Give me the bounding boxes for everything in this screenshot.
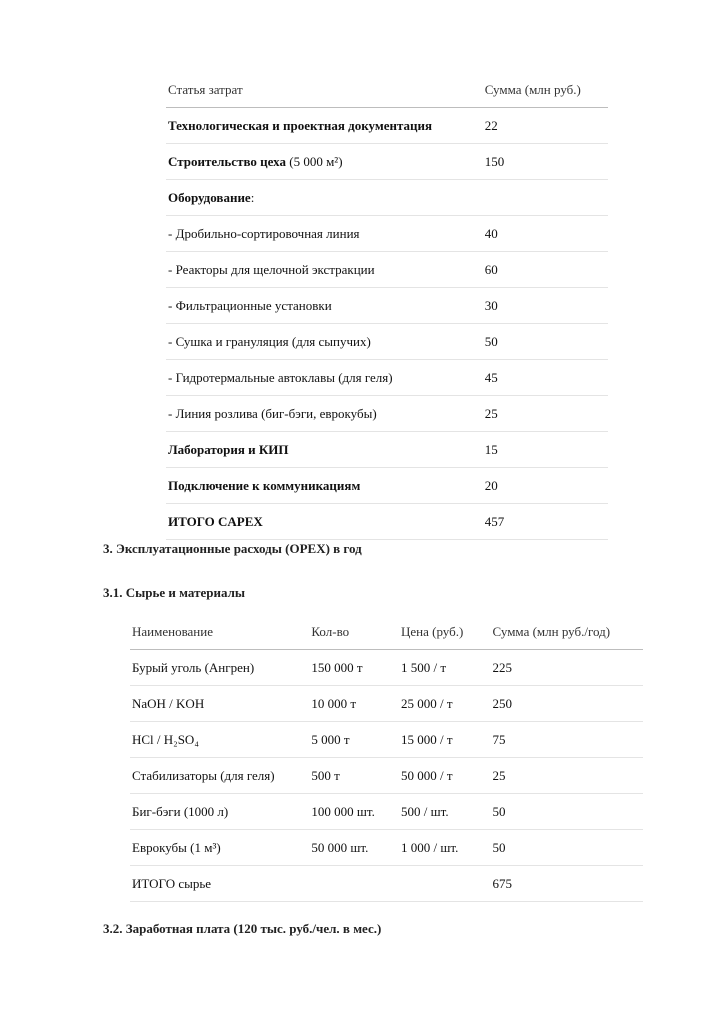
materials-sum-cell: 75 xyxy=(491,722,643,758)
capex-row xyxy=(166,468,608,504)
capex-item-cell xyxy=(166,288,483,324)
capex-item-label: ИТОГО CAPEX xyxy=(168,513,263,529)
materials-qty-cell: 50 000 шт. xyxy=(309,830,399,866)
materials-row xyxy=(130,866,643,902)
materials-qty-cell: 150 000 т xyxy=(309,650,399,686)
capex-item-cell xyxy=(166,108,483,144)
capex-item-suffix: : xyxy=(250,189,255,205)
capex-item-label: Оборудование xyxy=(168,189,251,205)
materials-header-qty: Кол-во xyxy=(309,614,399,650)
materials-qty-cell: 500 т xyxy=(309,758,399,794)
capex-item-label: - Реакторы для щелочной экстракции xyxy=(168,261,375,277)
capex-item-suffix: (5 000 м²) xyxy=(285,153,343,169)
capex-value-cell: 457 xyxy=(483,504,608,540)
capex-value-cell: 45 xyxy=(483,360,608,396)
capex-item-cell xyxy=(166,468,483,504)
section-salary-heading: 3.2. Заработная плата (120 тыс. руб./чел. в мес.) xyxy=(103,921,382,936)
capex-row xyxy=(166,396,608,432)
capex-value-cell: 25 xyxy=(483,396,608,432)
materials-header-price: Цена (руб.) xyxy=(399,614,491,650)
materials-sum-cell: 675 xyxy=(491,866,643,902)
capex-value-cell: 22 xyxy=(483,108,608,144)
materials-sum-cell: 50 xyxy=(491,830,643,866)
capex-value-cell xyxy=(483,180,608,216)
capex-item-cell xyxy=(166,252,483,288)
section-materials-heading: 3.1. Сырье и материалы xyxy=(103,585,246,600)
materials-price-cell: 25 000 / т xyxy=(399,686,491,722)
materials-row xyxy=(130,686,643,722)
materials-row xyxy=(130,722,643,758)
capex-row xyxy=(166,324,608,360)
capex-value-cell: 60 xyxy=(483,252,608,288)
capex-value-cell: 20 xyxy=(483,468,608,504)
capex-row xyxy=(166,360,608,396)
materials-name-cell: NaOH / KOH xyxy=(130,686,309,722)
capex-row xyxy=(166,432,608,468)
capex-row xyxy=(166,144,608,180)
capex-value-cell: 150 xyxy=(483,144,608,180)
capex-row xyxy=(166,504,608,540)
capex-row xyxy=(166,180,608,216)
materials-price-cell: 1 000 / шт. xyxy=(399,830,491,866)
materials-price-cell: 500 / шт. xyxy=(399,794,491,830)
capex-item-cell xyxy=(166,324,483,360)
materials-header-name: Наименование xyxy=(130,614,309,650)
materials-header-row xyxy=(130,614,643,650)
materials-name-cell: ИТОГО сырье xyxy=(130,866,309,902)
capex-item-cell xyxy=(166,432,483,468)
materials-sum-cell: 50 xyxy=(491,794,643,830)
section-opex-heading: 3. Эксплуатационные расходы (OPEX) в год xyxy=(103,541,362,556)
capex-item-cell xyxy=(166,180,483,216)
materials-sum-cell: 25 xyxy=(491,758,643,794)
materials-name-cell: Биг-бэги (1000 л) xyxy=(130,794,309,830)
capex-value-cell: 30 xyxy=(483,288,608,324)
materials-sum-cell: 225 xyxy=(491,650,643,686)
capex-item-label: - Линия розлива (биг-бэги, еврокубы) xyxy=(168,405,377,421)
capex-item-label: - Сушка и грануляция (для сыпучих) xyxy=(168,333,371,349)
capex-value-cell: 40 xyxy=(483,216,608,252)
materials-price-cell: 15 000 / т xyxy=(399,722,491,758)
capex-value-cell: 50 xyxy=(483,324,608,360)
materials-row xyxy=(130,758,643,794)
capex-body xyxy=(166,108,608,540)
materials-row xyxy=(130,794,643,830)
capex-row xyxy=(166,108,608,144)
materials-body xyxy=(130,650,643,902)
capex-table xyxy=(166,72,608,540)
capex-item-label: - Дробильно-сортировочная линия xyxy=(168,225,360,241)
materials-sum-cell: 250 xyxy=(491,686,643,722)
capex-item-label: - Фильтрационные установки xyxy=(168,297,332,313)
materials-price-cell xyxy=(399,866,491,902)
capex-item-label: Строительство цеха xyxy=(168,153,286,169)
capex-item-label: Технологическая и проектная документация xyxy=(168,117,433,133)
capex-item-label: Подключение к коммуникациям xyxy=(168,477,361,493)
capex-item-cell xyxy=(166,216,483,252)
materials-qty-cell: 10 000 т xyxy=(309,686,399,722)
materials-qty-cell: 100 000 шт. xyxy=(309,794,399,830)
capex-header-row xyxy=(166,72,608,108)
capex-item-cell xyxy=(166,396,483,432)
materials-name-cell: HCl / H₂SO₄ xyxy=(130,722,309,758)
capex-row xyxy=(166,216,608,252)
capex-item-cell xyxy=(166,504,483,540)
materials-row xyxy=(130,830,643,866)
capex-row xyxy=(166,252,608,288)
capex-item-label: Лаборатория и КИП xyxy=(168,441,289,457)
materials-price-cell: 50 000 / т xyxy=(399,758,491,794)
capex-header-item: Статья затрат xyxy=(166,72,483,108)
materials-name-cell: Стабилизаторы (для геля) xyxy=(130,758,309,794)
capex-item-cell xyxy=(166,360,483,396)
materials-qty-cell: 5 000 т xyxy=(309,722,399,758)
capex-value-cell: 15 xyxy=(483,432,608,468)
capex-item-label: - Гидротермальные автоклавы (для геля) xyxy=(168,369,393,385)
materials-name-cell: Бурый уголь (Ангрен) xyxy=(130,650,309,686)
capex-row xyxy=(166,288,608,324)
materials-header-sum: Сумма (млн руб./год) xyxy=(491,614,643,650)
materials-table xyxy=(130,614,643,902)
materials-price-cell: 1 500 / т xyxy=(399,650,491,686)
capex-item-cell xyxy=(166,144,483,180)
materials-qty-cell xyxy=(309,866,399,902)
materials-name-cell: Еврокубы (1 м³) xyxy=(130,830,309,866)
materials-row xyxy=(130,650,643,686)
capex-header-sum: Сумма (млн руб.) xyxy=(483,72,608,108)
